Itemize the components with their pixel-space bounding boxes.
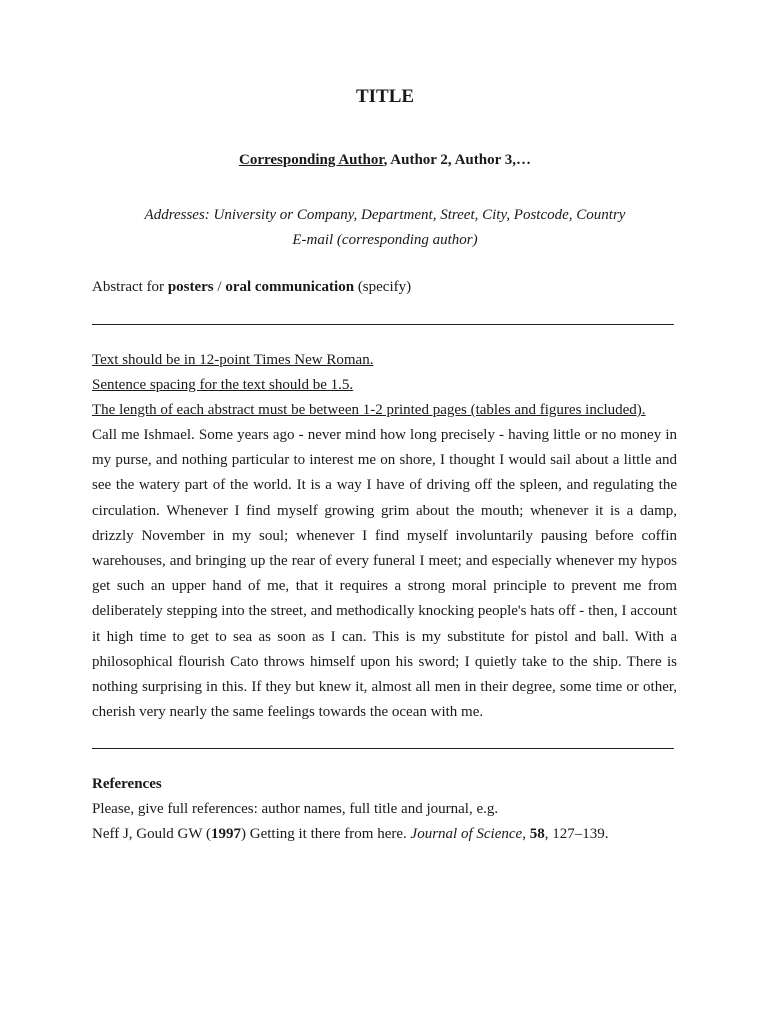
abstract-body: Call me Ishmael. Some years ago - never mind how long precisely - having little or no money in my purse, and nothing particular to interest me on shore, I thought I would sail about a little and see the watery part of the world. It is a way I have of driving off the spleen, and regulating the circulation. Whenever I find myself growing grim about the mouth; whenever it is a damp, drizzly November in my soul; whenever I find myself involuntarily pausing before coffin warehouses, and bringing up the rear of every funeral I meet; and especially whenever my hypos get such an upper hand of me, that it requires a strong moral principle to prevent me from deliberately stepping into the street, and methodically knocking people's hats off - then, I account it high time to get to sea as soon as I can. This is my substitute for pistol and ball. With a philosophical flourish Cato throws himself upon his sword; I quietly take to the ship. There is nothing surprising in this. If they but knew it, almost all men in their degree, some time or other, cherish very nearly the same feelings towards the ocean with me.: [92, 427, 677, 721]
references-section: [92, 772, 682, 847]
reference-volume: 58: [529, 826, 545, 842]
top-divider: [92, 324, 674, 325]
abstract-type-suffix: (specify): [354, 279, 412, 295]
addresses-line: Addresses: University or Company, Department, Street, City, Postcode, Country: [144, 207, 626, 223]
abstract-type-separator: /: [213, 279, 226, 295]
bottom-divider: [92, 748, 674, 749]
instruction-line: Text should be in 12-point Times New Roman.: [92, 352, 374, 368]
instruction-line: The length of each abstract must be between 1-2 printed pages (tables and figures included).: [92, 402, 646, 418]
addresses-block: [0, 203, 770, 253]
abstract-type-oral: oral communication: [225, 279, 355, 295]
references-note: Please, give full references: author names, full title and journal, e.g.: [92, 801, 499, 817]
references-heading: References: [92, 776, 162, 792]
abstract-type-prefix: Abstract for: [92, 279, 168, 295]
reference-pages: , 127–139.: [544, 826, 609, 842]
email-line: E-mail (corresponding author): [292, 232, 478, 248]
reference-title: ) Getting it there from here.: [241, 826, 411, 842]
corresponding-author: Corresponding Author: [238, 152, 384, 168]
formatting-instructions: [92, 348, 682, 423]
document-title: TITLE: [355, 86, 415, 107]
other-authors: , Author 2, Author 3,…: [383, 152, 532, 168]
reference-journal: Journal of Science: [410, 826, 523, 842]
abstract-type-posters: posters: [167, 279, 214, 295]
reference-example: [92, 822, 682, 847]
reference-year: 1997: [211, 826, 242, 842]
reference-authors: Neff J, Gould GW (: [92, 826, 212, 842]
abstract-type-line: [92, 279, 411, 296]
reference-comma: ,: [522, 826, 530, 842]
author-line: [0, 152, 770, 169]
instruction-line: Sentence spacing for the text should be 1.5.: [92, 377, 354, 393]
